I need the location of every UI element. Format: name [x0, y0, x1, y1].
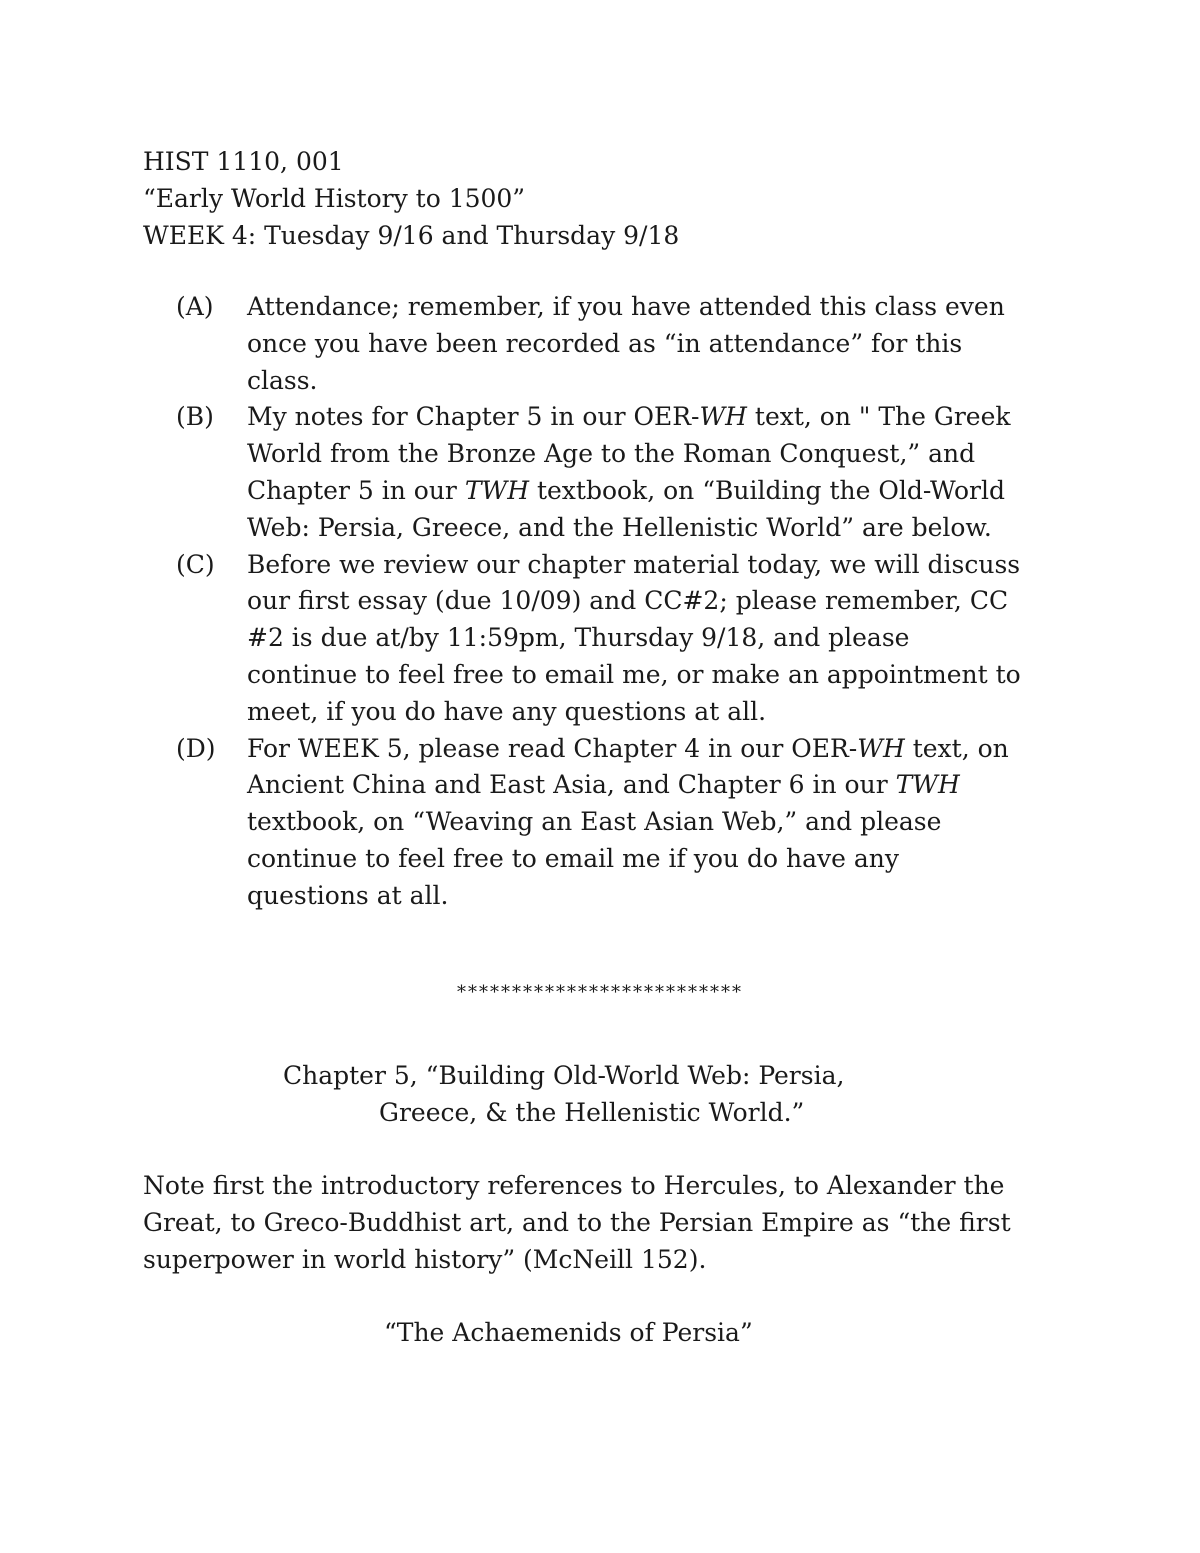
text-segment: textbook, on “Building the Old-World	[529, 475, 1005, 505]
item-text	[247, 399, 1077, 546]
item-line	[247, 473, 1077, 510]
item-line: #2 is due at/by 11:59pm, Thursday 9/18, and please	[247, 623, 910, 653]
italic-segment: TWH	[895, 770, 960, 800]
item-line: meet, if you do have any questions at all.	[247, 696, 767, 726]
text-segment: My notes for Chapter 5 in our OER-	[247, 402, 700, 432]
paragraph-line: Note first the introductory references to Hercules, to Alexander the	[143, 1171, 1005, 1200]
week-line: WEEK 4: Tuesday 9/16 and Thursday 9/18	[143, 221, 680, 250]
item-text	[247, 547, 1077, 731]
item-line: textbook, on “Weaving an East Asian Web,” and please	[247, 807, 942, 837]
item-line: class.	[247, 365, 318, 395]
item-line: once you have been recorded as “in attendance” for this	[247, 328, 963, 358]
text-segment: For WEEK 5, please read Chapter 4 in our OER-	[247, 733, 858, 763]
item-text	[247, 289, 1077, 399]
agenda-item-c	[0, 547, 1200, 731]
item-line: Web: Persia, Greece, and the Hellenistic World” are below.	[247, 512, 992, 542]
text-segment: Ancient China and East Asia, and Chapter 6 in our	[247, 770, 896, 800]
italic-segment: WH	[699, 402, 747, 432]
item-marker: (C)	[176, 549, 215, 579]
item-line	[247, 399, 1077, 436]
agenda-item-a	[0, 289, 1200, 399]
paragraph-line: Great, to Greco-Buddhist art, and to the Persian Empire as “the first	[143, 1208, 1011, 1237]
item-line: Before we review our chapter material today, we will discuss	[247, 549, 1021, 579]
section-separator: **************************	[457, 982, 743, 1003]
item-line: Attendance; remember, if you have attended this class even	[247, 292, 1005, 321]
course-code: HIST 1110, 001	[143, 147, 344, 176]
italic-segment: WH	[857, 733, 905, 763]
item-line: continue to feel free to email me, or make an appointment to	[247, 659, 1021, 689]
item-marker: (B)	[176, 402, 214, 432]
text-segment: text, on " The Greek	[746, 402, 1011, 432]
agenda-list	[0, 289, 1200, 915]
item-marker: (D)	[176, 733, 216, 763]
item-text	[247, 731, 1077, 915]
item-line	[247, 767, 1077, 804]
item-line: questions at all.	[247, 880, 449, 910]
italic-segment: TWH	[464, 475, 530, 505]
text-segment: text, on	[904, 733, 1009, 763]
item-line: World from the Bronze Age to the Roman Conquest,” and	[247, 439, 976, 469]
section-heading-text: “The Achaemenids of Persia”	[384, 1318, 753, 1347]
item-line: our first essay (due 10/09) and CC#2; please remember, CC	[247, 586, 1009, 616]
item-line: continue to feel free to email me if you do have any	[247, 843, 899, 873]
intro-paragraph	[143, 1167, 1073, 1278]
item-line	[247, 731, 1077, 768]
text-segment: Chapter 5 in our	[247, 475, 465, 505]
paragraph-line: superpower in world history” (McNeill 152).	[143, 1245, 707, 1274]
chapter-heading-line: Greece, & the Hellenistic World.”	[379, 1098, 805, 1127]
chapter-heading-line: Chapter 5, “Building Old-World Web: Persia,	[283, 1061, 845, 1090]
agenda-item-b	[0, 399, 1200, 546]
course-header	[143, 143, 679, 254]
agenda-item-d	[0, 731, 1200, 915]
item-marker: (A)	[176, 292, 214, 321]
course-title: “Early World History to 1500”	[143, 184, 526, 213]
